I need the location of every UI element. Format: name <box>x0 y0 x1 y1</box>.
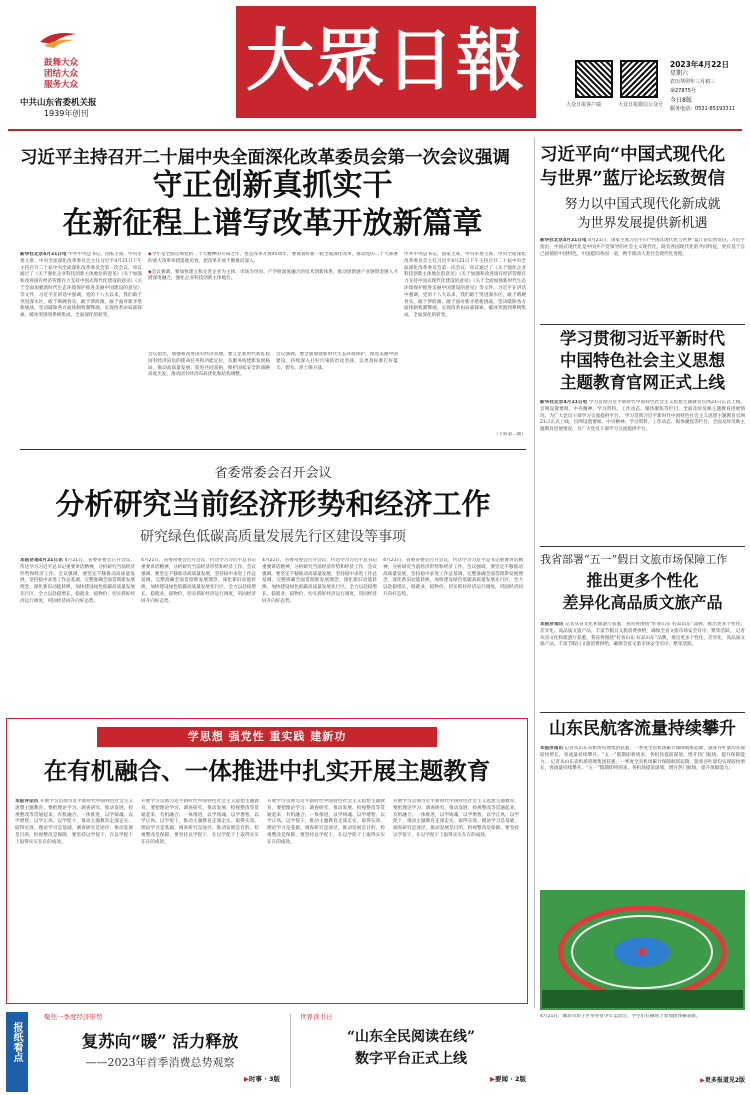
right-top-sub-2: 为世界发展提供新机遇 <box>577 216 708 231</box>
arrow-icon: ▶ <box>489 1075 495 1083</box>
lead-bullet-1 <box>148 252 398 266</box>
stadium-photo-icon <box>540 890 745 1010</box>
right-air-headline[interactable]: 山东民航客流量持续攀升 <box>549 719 736 739</box>
economy-column-3: 4月21日，省委常委会召开会议，传达学习习近平总书记重要讲话精神，分析研究当前经济形势和经济工作。会议强调，要坚定不移推动高质量发展，坚持稳中求进工作总基调，完整准确全面贯彻新发展理念，深化新旧动能转换，加快建设绿色低碳高质量发展先行区，全力以赴稳增长、稳就业、稳物价，切实抓好经济运行调度，巩固经济回升向好态势。 <box>262 558 377 604</box>
issue-pages: 今日8版 <box>670 97 692 104</box>
lead-column-3: 会议强调，要全面加强新时代生态环境保护，推进美丽中国建设，持续深入打好污染防治攻坚战，以更高标准打好蓝天、碧水、净土保卫战。 <box>276 352 398 371</box>
right-top-body-text: 4月21日，国家主席习近平向“中国式现代化与世界”蓝厅论坛致贺信。习近平指出，中国式现代化是中国共产党领导的社会主义现代化，既有各国现代化的共同特征，更有基于自己国情的中国特色。中国愿同各国一道，携手推动人类社会现代化进程。 <box>540 238 745 257</box>
lead-headline-2[interactable]: 在新征程上谱写改革开放新篇章 <box>62 206 483 241</box>
right-air-body-text: 记者从山东省机场管理集团获悉，一季度全省机场累计保障航班起降、旅客吞吐量均实现较快增长，客流量持续攀升。“五一”假期即将到来，各机场提前谋划，增开热门航线，提升保障能力。 <box>540 746 745 765</box>
theme-column-1 <box>15 799 133 994</box>
footer-tag-text: 报纸看点 <box>11 1022 22 1062</box>
divider <box>540 324 745 325</box>
bullet-icon: ◆ <box>148 269 152 275</box>
divider <box>20 449 526 450</box>
slogan-2: 团结大众 <box>44 69 79 79</box>
right-air-byline: 本报济南讯 <box>540 746 564 751</box>
right-air-more[interactable] <box>640 1075 745 1084</box>
lead-column-2: 会议指出，加强和改进国有经济管理，要立足新时代新征程国有经济肩负的使命任务和功能定位，从服务构建新发展格局、推动高质量发展、促进共同富裕、维护国家安全的战略高度出发，推动国有经济布局优化和结构调整。 <box>148 352 270 378</box>
masthead-title-block <box>236 6 536 118</box>
issue-number: 第27875号 <box>670 88 696 94</box>
right-top-headline-1[interactable]: 习近平向“中国式现代化 <box>540 145 726 165</box>
issue-lunar: 农历癸卯年三月初三 <box>670 79 716 85</box>
footer-series-label: 聚焦一季度经济形势 <box>44 1013 103 1021</box>
right-travel-body <box>540 622 745 708</box>
right-column-rule <box>534 138 535 1008</box>
footer-right-headline-2[interactable]: 数字平台正式上线 <box>355 1051 467 1067</box>
footer-left-sub: ——2023年首季消费总势观察 <box>85 1056 235 1069</box>
qr-code-2[interactable] <box>620 60 658 98</box>
masthead-founded: 1939年创刊 <box>44 109 89 118</box>
right-top-sub-1: 努力以中国式现代化新成就 <box>564 197 721 212</box>
right-travel-body-text: 记者从省文化和旅游厅获悉，我省将围绕“好客山东 好品山东”品牌，推出更多个性化、差异化、高品质文旅产品，丰富节假日文旅消费供给，确保全省文旅市场安全有序、繁荣活跃。 <box>540 622 745 634</box>
qr-label-2: 大众日报微信公众号 <box>618 102 664 108</box>
right-air-more-text: 更多报道见2版 <box>704 1077 745 1084</box>
issue-phone: 服务电话：0531-85193311 <box>670 106 735 112</box>
slogan-3: 服务大众 <box>44 80 79 90</box>
right-top-headline-2[interactable]: 与世界”蓝厅论坛致贺信 <box>540 169 726 189</box>
theme-box <box>6 718 528 1004</box>
footer-right-headline-1[interactable]: “山东全民阅读在线” <box>346 1029 476 1045</box>
right-top-body <box>540 238 745 318</box>
lead-continued[interactable]: （下转第二版） <box>493 432 526 437</box>
footer-left-ref[interactable] <box>200 1074 280 1083</box>
divider <box>540 546 745 547</box>
footer-tag <box>6 1012 28 1092</box>
right-travel-kicker[interactable]: 我省部署“五一”假日文旅市场保障工作 <box>540 553 728 566</box>
theme-byline: 本报评论员 <box>15 799 39 804</box>
theme-column-3: 开展学习贯彻习近平新时代中国特色社会主义思想主题教育，要把理论学习、调查研究、推动发展、检视整改等贯通起来，有机融合、一体推进，以学铸魂、以学增智、以学正风、以学促干，推动主题教育走深走实、取得实效。理论学习是基础，调查研究是途径，推动发展是目的，检视整改是保障，要坚持以学促干，在以学促干上取得实实在在的成效。 <box>267 799 385 845</box>
lead-bullet-2 <box>148 270 398 284</box>
economy-column-1 <box>20 558 135 708</box>
economy-headline[interactable]: 分析研究当前经济形势和经济工作 <box>55 487 491 521</box>
footer-right-ref-text: 要闻 · 2版 <box>494 1075 526 1083</box>
lead-dateline: 新华社北京4月21日电 <box>20 252 67 257</box>
lead-column-4: 中共中央总书记、国家主席、中央军委主席、中央全面深化改革委员会主任习近平4月21日下午主持召开二十届中央全面深化改革委员会第一次会议，审议通过了《关于强化企业科技创新主体地位的意见》《关于加强和改进国有经济管理有力支持中国式现代化建设的意见》《关于全面加强新时代生态环境保护推进美丽中国建设的意见》等文件。习近平在讲话中强调，党的十八大以来，我们敢于突进深水区，敢于啃硬骨头，敢于涉险滩，敢于面对新矛盾新挑战，坚决破除各方面体制机制弊端，实现改革由局部探索、破冰突围到系统集成、全面深化的转变。 <box>404 252 526 319</box>
economy-column-2: 4月21日，省委常委会召开会议，传达学习习近平总书记重要讲话精神，分析研究当前经济形势和经济工作。会议强调，要坚定不移推动高质量发展，坚持稳中求进工作总基调，完整准确全面贯彻新发展理念，深化新旧动能转换，加快建设绿色低碳高质量发展先行区，全力以赴稳增长、稳就业、稳物价，切实抓好经济运行调度，巩固经济回升向好态势。 <box>141 558 256 604</box>
right-air-body <box>540 746 745 886</box>
masthead <box>0 0 750 130</box>
right-mid-dateline: 新华社北京4月21日电 <box>540 400 588 405</box>
lead-body-1: 中共中央总书记、国家主席、中央军委主席、中央全面深化改革委员会主任习近平4月21日下午主持召开二十届中央全面深化改革委员会第一次会议，审议通过了《关于强化企业科技创新主体地位的意见》《关于加强和改进国有经济管理有力支持中国式现代化建设的意见》《关于全面加强新时代生态环境保护推进美丽中国建设的意见》等文件。习近平在讲话中强调，党的十八大以来，我们敢于突进深水区，敢于啃硬骨头，敢于涉险滩，敢于面对新矛盾新挑战，坚决破除各方面体制机制弊端，实现改革由局部探索、破冰突围到系统集成、全面深化的转变。 <box>20 252 142 319</box>
right-travel-body-text-2: 记者从省文化和旅游厅获悉，我省将围绕“好客山东 好品山东”品牌，推出更多个性化、差异化、高品质文旅产品，丰富节假日文旅消费供给，确保全省文旅市场安全有序、繁荣活跃。 <box>540 628 745 648</box>
right-mid-body-text-2: 学习贯彻习近平新时代中国特色社会主义思想主题教育官网21日正式上线。官网设置要闻、中央精神、学习资料、工作动态、媒体聚焦等栏目，全面及时反映主题教育进展情况，为广大党员干部学习交流提供平台。 <box>540 413 745 433</box>
footer-left-ref-text: 时事 · 3版 <box>248 1075 280 1083</box>
economy-kicker[interactable]: 省委常委会召开会议 <box>214 466 332 481</box>
issue-weekday: 星期六 <box>670 70 689 77</box>
right-mid-headline-3[interactable]: 主题教育官网正式上线 <box>560 373 725 392</box>
arrow-icon: ▶ <box>243 1075 249 1083</box>
economy-sub[interactable]: 研究绿色低碳高质量发展先行区建设等事项 <box>140 529 406 545</box>
right-mid-body <box>540 400 745 540</box>
economy-byline: 本报济南4月21日讯 <box>20 558 63 563</box>
lead-bullet-2-text: 会议强调，要加快建立和完善企业为主体、市场为导向、产学研深度融合的技术创新体系，推动创新链产业链资金链人才链深度融合，强化企业科技创新主体地位。 <box>148 269 398 282</box>
right-top-dateline: 新华社北京4月21日电 <box>540 238 587 243</box>
issue-date: 2023年4月22日 <box>670 60 730 69</box>
footer-right-ref[interactable] <box>446 1074 526 1083</box>
arrow-icon: ▶ <box>700 1077 705 1084</box>
lead-bullet-box <box>148 252 398 344</box>
theme-column-4: 开展学习贯彻习近平新时代中国特色社会主义思想主题教育，要把理论学习、调查研究、推动发展、检视整改等贯通起来，有机融合、一体推进，以学铸魂、以学增智、以学正风、以学促干，推动主题教育走深走实、取得实效。理论学习是基础，调查研究是途径，推动发展是目的，检视整改是保障，要坚持以学促干，在以学促干上取得实实在在的成效。 <box>393 799 519 838</box>
qr-code-1[interactable] <box>575 60 613 98</box>
right-travel-headline-2[interactable]: 差异化高品质文旅产品 <box>562 593 723 612</box>
lead-kicker[interactable]: 习近平主持召开二十届中央全面深化改革委员会第一次会议强调 <box>20 148 510 168</box>
footer-divider <box>290 1014 291 1088</box>
masthead-slogans <box>44 58 94 91</box>
slogan-1: 鼓舞大众 <box>44 58 79 68</box>
lead-bullet-1-text: 今年是全面贯彻党的二十大精神的开局之年，也是改革开放45周年，要谋划好新一轮全面深化改革，推动党的二十大部署的重大改革举措落地见效，把改革开放不断推向深入。 <box>148 252 398 264</box>
economy-column-4: 4月21日，省委常委会召开会议，传达学习习近平总书记重要讲话精神，分析研究当前经济形势和经济工作。会议强调，要坚定不移推动高质量发展，坚持稳中求进工作总基调，完整准确全面贯彻新发展理念，深化新旧动能转换，加快建设绿色低碳高质量发展先行区，全力以赴稳增长、稳就业、稳物价，切实抓好经济运行调度，巩固经济回升向好态势。 <box>383 558 523 597</box>
right-travel-headline-1[interactable]: 推出更多个性化 <box>586 571 699 590</box>
footer-right-series: 世界读书日 <box>300 1013 333 1021</box>
right-mid-headline-2[interactable]: 中国特色社会主义思想 <box>560 351 725 370</box>
lead-column-1 <box>20 252 142 442</box>
logo-icon <box>38 28 78 50</box>
masthead-org: 中共山东省委机关报 <box>20 98 97 108</box>
qr-label-1: 大众日报客户端 <box>566 102 602 108</box>
issue-info <box>670 60 748 114</box>
right-travel-byline: 本报济南讯 <box>540 622 564 627</box>
divider <box>540 712 745 713</box>
footer-left-headline[interactable]: 复苏向“暖” 活力释放 <box>81 1032 239 1051</box>
economy-body-1: 4月21日，省委常委会召开会议，传达学习习近平总书记重要讲话精神，分析研究当前经济形势和经济工作。会议强调，要坚定不移推动高质量发展，坚持稳中求进工作总基调，完整准确全面贯彻新发展理念，深化新旧动能转换，加快建设绿色低碳高质量发展先行区，全力以赴稳增长、稳就业、稳物价，切实抓好经济运行调度，巩固经济回升向好态势。 <box>20 558 135 604</box>
right-air-photo-caption: 4月21日，潍坊市坊子区举办青少年运动会，学生们在操场上参加团体操表演。 <box>540 1014 701 1019</box>
theme-body-1: 开展学习贯彻习近平新时代中国特色社会主义思想主题教育，要把理论学习、调查研究、推动发展、检视整改等贯通起来，有机融合、一体推进，以学铸魂、以学增智、以学正风、以学促干，推动主题教育走深走实、取得实效。理论学习是基础，调查研究是途径，推动发展是目的，检视整改是保障，要坚持以学促干，在以学促干上取得实实在在的成效。 <box>15 799 133 845</box>
right-air-body-text-2: 记者从山东省机场管理集团获悉，一季度全省机场累计保障航班起降、旅客吞吐量均实现较快增长，客流量持续攀升。“五一”假期即将到来，各机场提前谋划，增开热门航线，提升保障能力。 <box>540 759 745 772</box>
masthead-title: 大眾日報 <box>245 21 526 101</box>
bullet-icon: ◆ <box>148 252 152 257</box>
lead-headline-1[interactable]: 守正创新真抓实干 <box>152 168 393 203</box>
right-air-photo[interactable] <box>540 890 745 1010</box>
theme-banner: 学思想 强党性 重实践 建新功 <box>97 727 437 747</box>
theme-headline[interactable]: 在有机融合、一体推进中扎实开展主题教育 <box>43 757 491 785</box>
right-mid-headline-1[interactable]: 学习贯彻习近平新时代 <box>560 329 725 348</box>
right-mid-body-text: 学习贯彻习近平新时代中国特色社会主义思想主题教育官网21日正式上线。官网设置要闻、中央精神、学习资料、工作动态、媒体聚焦等栏目，全面及时反映主题教育进展情况，为广大党员干部学习交流提供平台。 <box>540 400 745 419</box>
theme-column-2: 开展学习贯彻习近平新时代中国特色社会主义思想主题教育，要把理论学习、调查研究、推动发展、检视整改等贯通起来，有机融合、一体推进，以学铸魂、以学增智、以学正风、以学促干，推动主题教育走深走实、取得实效。理论学习是基础，调查研究是途径，推动发展是目的，检视整改是保障，要坚持以学促干，在以学促干上取得实实在在的成效。 <box>141 799 259 845</box>
masthead-rule <box>8 129 742 131</box>
